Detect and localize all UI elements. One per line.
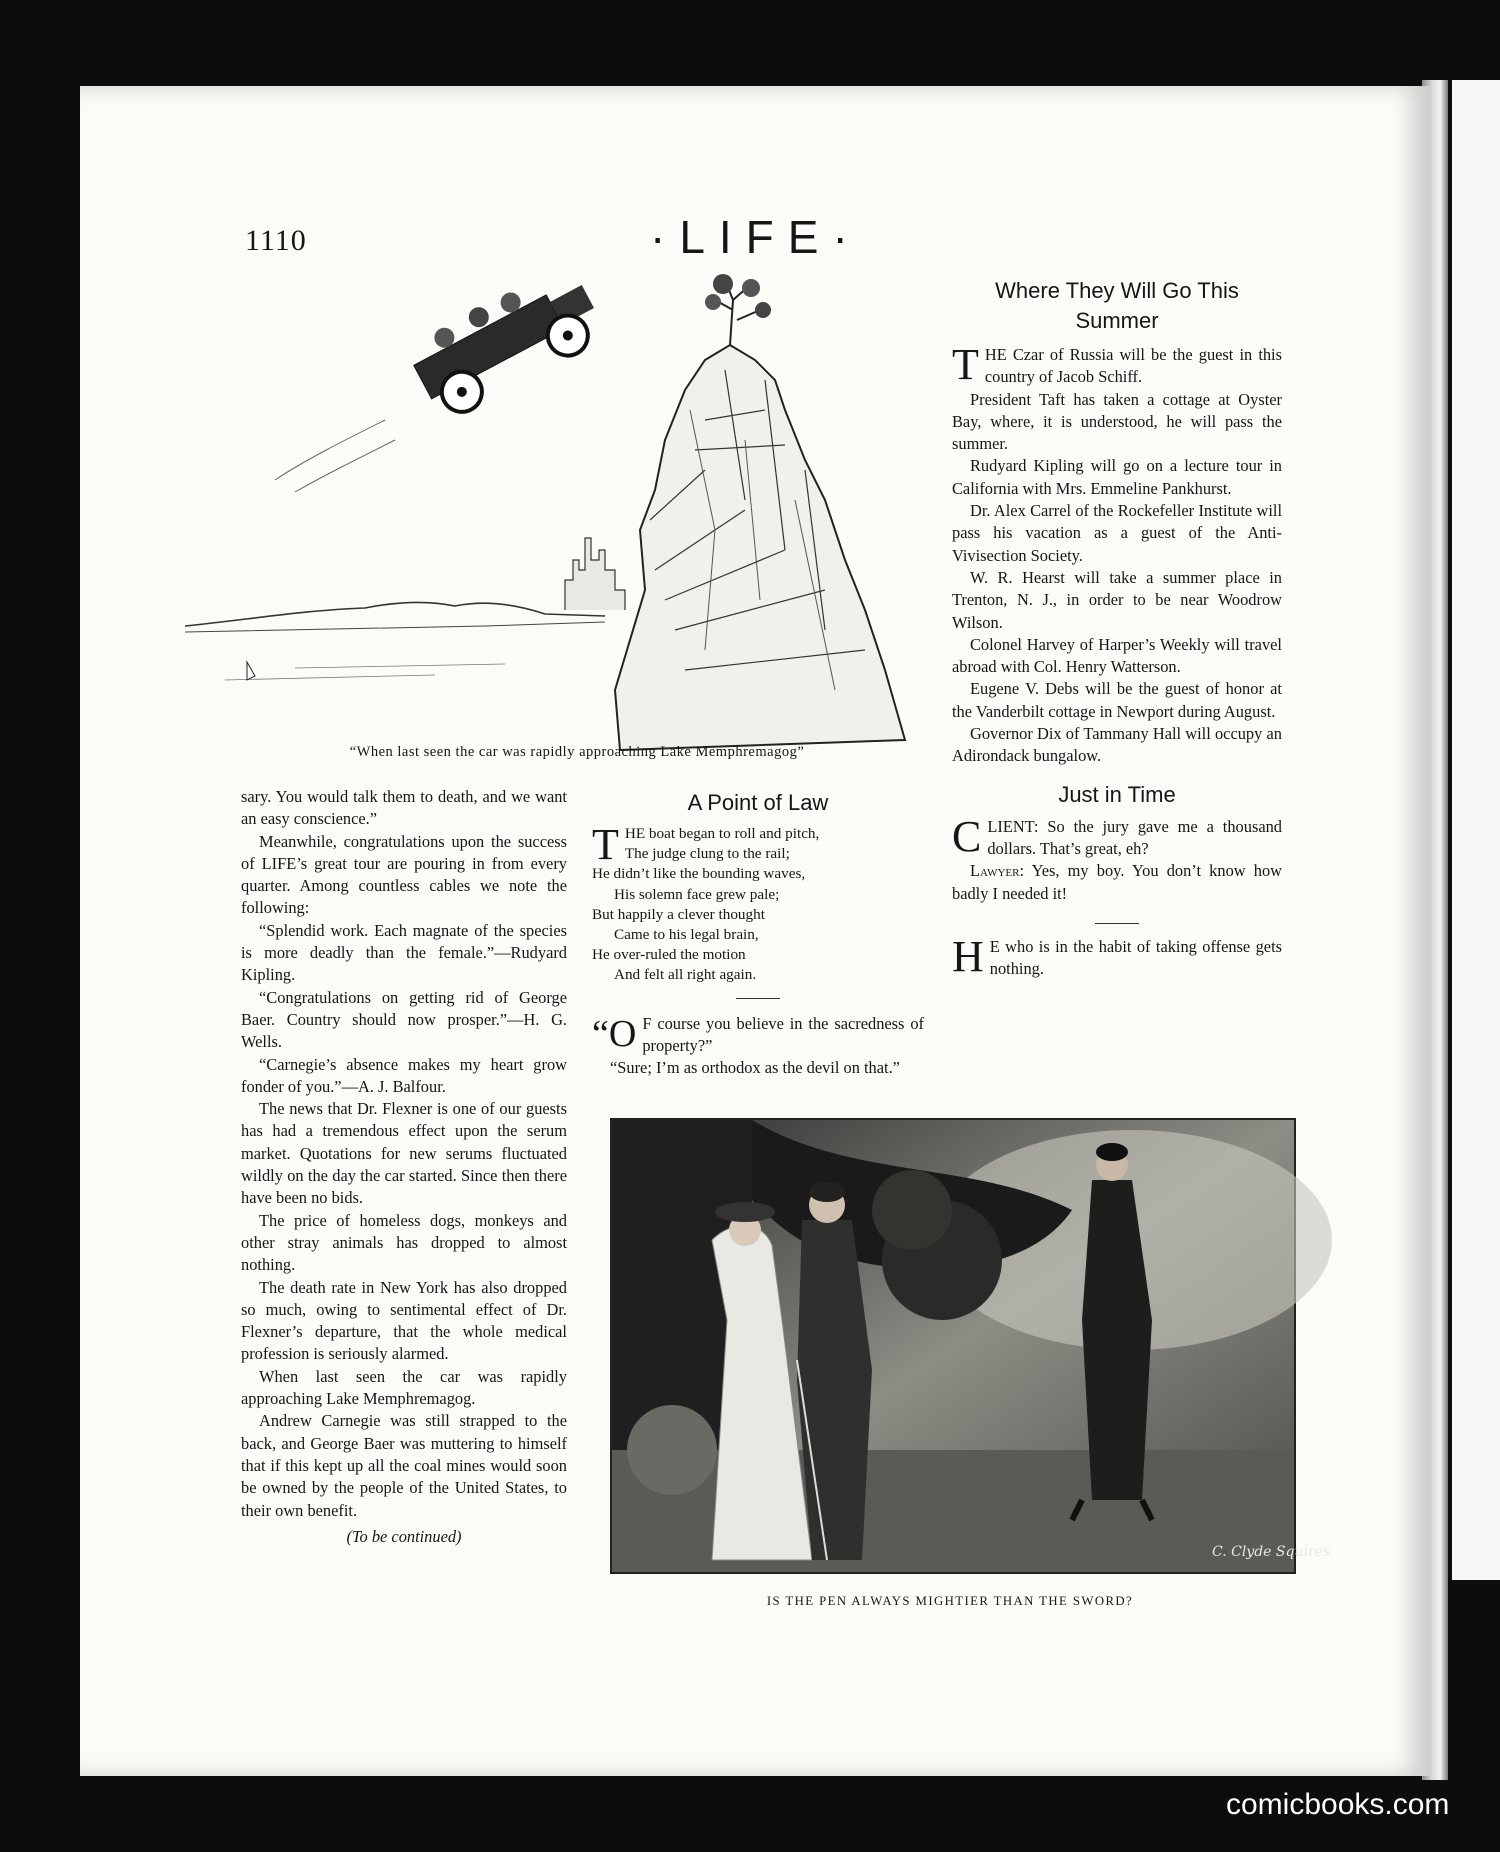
- offense-text: E who is in the habit of taking offense gets nothing.: [989, 936, 1282, 979]
- article-paragraph: Meanwhile, congratulations upon the success of LIFE’s great tour are pouring in from every quarter. Among countless cables we note the following:: [241, 831, 567, 918]
- painting-caption: IS THE PEN ALWAYS MIGHTIER THAN THE SWORD?: [766, 1594, 1134, 1608]
- poem-line: He over-ruled the motion: [592, 946, 746, 964]
- summer-title-line: Where They Will Go This: [995, 278, 1239, 303]
- article-paragraph: The price of homeless dogs, monkeys and other stray animals has dropped to almost nothing.: [241, 1210, 567, 1275]
- right-column: [952, 276, 1282, 980]
- lawyer-line: [952, 860, 1282, 905]
- drop-cap: H: [952, 931, 984, 981]
- summer-paragraph: Dr. Alex Carrel of the Rockefeller Institute will pass his vacation as a guest of the Anti-Vivisection Society.: [952, 501, 1282, 565]
- summer-paragraph: W. R. Hearst will take a summer place in Trenton, N. J., in order to be near Woodrow Wilson.: [952, 567, 1282, 632]
- summer-paragraph: HE Czar of Russia will be the guest in this country of Jacob Schiff.: [984, 345, 1282, 387]
- next-page-edge: [1452, 80, 1500, 1580]
- summer-paragraph: Colonel Harvey of Harper’s Weekly will travel abroad with Col. Henry Watterson.: [952, 634, 1282, 677]
- article-paragraph: “Congratulations on getting rid of George Baer. Country should now prosper.”—H. G. Wells.: [241, 987, 567, 1052]
- joke-line: F course you believe in the sacredness of property?”: [642, 1013, 924, 1055]
- article-paragraph: The news that Dr. Flexner is one of our guests has had a tremendous effect upon the serum market. Quotations for new serums fluctuated wildly on the day the car started. Since then there have been no bids.: [241, 1099, 567, 1208]
- lawyer-label: Lawyer: [970, 861, 1020, 881]
- site-watermark: comicbooks.com: [1226, 1788, 1450, 1821]
- painting-artwork: [612, 1120, 1331, 1572]
- summer-title: [952, 276, 1282, 336]
- masthead-title: ·LIFE·: [650, 211, 862, 263]
- section-divider: [1095, 923, 1139, 924]
- drop-cap: C: [952, 811, 982, 861]
- section-divider: [736, 998, 780, 999]
- page-number: 1110: [245, 224, 307, 257]
- svg-text:C. Clyde Squires: C. Clyde Squires: [1212, 1544, 1331, 1560]
- article-paragraph: “Splendid work. Each magnate of the species is more deadly than the female.”—Rudyard Kipling.: [241, 920, 567, 985]
- poem-line: Came to his legal brain,: [614, 926, 759, 944]
- joke-line: “Sure; I’m as orthodox as the devil on that.”: [610, 1058, 900, 1078]
- poem-line: And felt all right again.: [614, 966, 757, 984]
- article-paragraph: “Carnegie’s absence makes my heart grow fonder of you.”—A. J. Balfour.: [241, 1054, 567, 1096]
- just-in-time-dialogue: [952, 811, 1282, 905]
- just-in-time-title: Just in Time: [1058, 781, 1176, 807]
- summer-paragraph: President Taft has taken a cottage at Oyster Bay, where, it is understood, he will pass the summer.: [952, 389, 1282, 454]
- poem-line: But happily a clever thought: [592, 905, 765, 923]
- poem-line: HE boat began to roll and pitch,: [624, 825, 820, 842]
- poem-line: The judge clung to the rail;: [624, 845, 790, 863]
- article-paragraph: Andrew Carnegie was still strapped to the back, and George Baer was muttering to himself that if this kept up all the coal mines would soon be owned by the people of the United States, to their own benefit.: [241, 1411, 567, 1520]
- lawyer-text: : Yes, my boy. You don’t know how badly I needed it!: [952, 861, 1282, 903]
- summer-title-line: Summer: [1075, 308, 1159, 333]
- top-illustration-caption: “When last seen the car was rapidly approaching Lake Memphremagog”: [349, 744, 805, 760]
- drop-cap: “O: [592, 1012, 637, 1055]
- to-be-continued: (To be continued): [346, 1526, 462, 1546]
- summer-paragraph: Rudyard Kipling will go on a lecture tour in California with Mrs. Emmeline Pankhurst.: [952, 456, 1282, 498]
- car-cliff-illustration: [185, 270, 930, 740]
- left-column-article: [241, 786, 567, 1548]
- poem-line: His solemn face grew pale;: [614, 885, 780, 903]
- point-of-law-poem: [592, 820, 924, 986]
- offense-quip: [952, 931, 1282, 981]
- poem-line: He didn’t like the bounding waves,: [592, 865, 806, 883]
- property-joke: [592, 1013, 924, 1080]
- article-paragraph: The death rate in New York has also dropped so much, owing to sentimental effect of Dr. Flexner’s departure, that the whole medical profession is seriously alarmed.: [241, 1277, 567, 1364]
- summer-article: [952, 340, 1282, 768]
- point-of-law-title: A Point of Law: [687, 790, 829, 815]
- article-paragraph: sary. You would talk them to death, and we want an easy conscience.”: [241, 787, 567, 829]
- pen-sword-painting: [610, 1118, 1331, 1574]
- summer-paragraph: Governor Dix of Tammany Hall will occupy an Adirondack bungalow.: [952, 724, 1282, 766]
- drop-cap: T: [952, 340, 979, 389]
- middle-column: [592, 788, 924, 1080]
- article-paragraph: When last seen the car was rapidly approaching Lake Memphremagog.: [241, 1366, 567, 1409]
- client-line: LIENT: So the jury gave me a thousand dollars. That’s great, eh?: [987, 816, 1282, 858]
- drop-cap: T: [592, 820, 619, 869]
- summer-paragraph: Eugene V. Debs will be the guest of honor at the Vanderbilt cottage in Newport during August.: [952, 679, 1282, 721]
